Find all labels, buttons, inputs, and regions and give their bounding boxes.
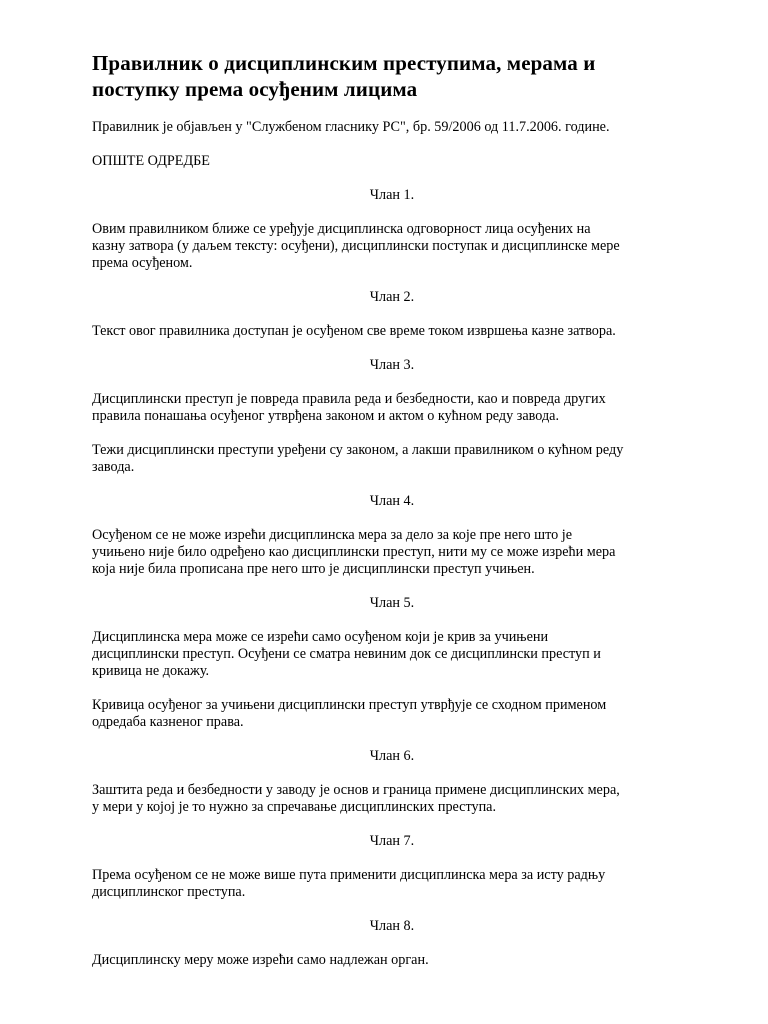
article-paragraph: Дисциплински преступ је повреда правила реда и безбедности, као и повреда других правила понашања осуђеног утврђена законом и актом о кућном реду завода. xyxy=(92,391,606,424)
document-page xyxy=(92,50,692,969)
article-heading: Члан 1. xyxy=(369,187,415,203)
article-paragraph: Осуђеном се не може изрећи дисциплинска мера за дело за које пре него што је учињено није било одређено као дисциплински преступ, нити му се може изрећи мера која није била прописана пре него што је дисциплински преступ учињен. xyxy=(92,527,616,577)
title-line-1: Правилник о дисциплинским преступима, мерама и xyxy=(92,51,596,75)
article-heading: Члан 6. xyxy=(369,748,415,764)
title-line-2: поступку према осуђеним лицима xyxy=(92,77,418,101)
article-paragraph: Текст овог правилника доступан је осуђеном све време током извршења казне затвора. xyxy=(92,323,616,339)
article-paragraph: Кривица осуђеног за учињени дисциплински преступ утврђује се сходном применом одредаба казненог права. xyxy=(92,697,607,730)
article-paragraph: Дисциплинска мера може се изрећи само осуђеном који је крив за учињени дисциплински преступ. Осуђени се сматра невиним док се дисциплински преступ и кривица не докажу. xyxy=(92,629,601,679)
article-heading: Члан 3. xyxy=(369,357,415,373)
article-heading: Члан 8. xyxy=(369,918,415,934)
article-heading: Члан 4. xyxy=(369,493,415,509)
article-paragraph: Према осуђеном се не може више пута применити дисциплинска мера за исту радњу дисциплинског преступа. xyxy=(92,867,606,900)
article-paragraph: Овим правилником ближе се уређује дисциплинска одговорност лица осуђених на казну затвора (у даљем тексту: осуђени), дисциплински поступак и дисциплинске мере према осуђеном. xyxy=(92,221,620,271)
article-paragraph: Дисциплинску меру може изрећи само надлежан орган. xyxy=(92,952,429,968)
article-paragraph: Заштита реда и безбедности у заводу је основ и граница примене дисциплинских мера, у мери у којој је то нужно за спречавање дисциплинских преступа. xyxy=(92,782,620,815)
article-heading: Члан 2. xyxy=(369,289,415,305)
article-heading: Члан 5. xyxy=(369,595,415,611)
article-heading: Члан 7. xyxy=(369,833,415,849)
article-paragraph: Тежи дисциплински преступи уређени су законом, а лакши правилником о кућном реду завода. xyxy=(92,442,624,475)
section-heading: ОПШТЕ ОДРЕДБЕ xyxy=(92,153,210,169)
document-title xyxy=(92,50,692,102)
publication-note: Правилник је објављен у "Службеном гласнику РС", бр. 59/2006 од 11.7.2006. године. xyxy=(92,119,610,135)
